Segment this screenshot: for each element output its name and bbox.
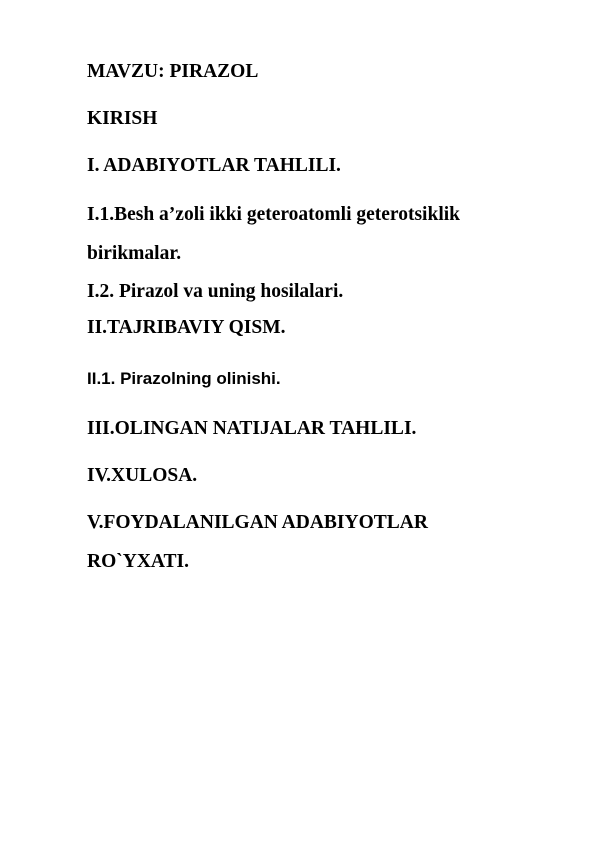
toc-chapter-5-line-1: V.FOYDALANILGAN ADABIYOTLAR (87, 512, 428, 533)
toc-chapter-5-line-2: RO`YXATI. (87, 551, 190, 572)
toc-section-1-1-line-2: birikmalar. (87, 243, 182, 264)
toc-section-1-2: I.2. Pirazol va uning hosilalari. (87, 281, 344, 302)
toc-section-2-1: II.1. Pirazolning olinishi. (87, 369, 281, 388)
toc-intro: KIRISH (87, 108, 158, 129)
toc-section-1-1-line-1: I.1.Besh a’zoli ikki geteroatomli geterotsiklik (87, 204, 461, 225)
toc-chapter-4: IV.XULOSA. (87, 465, 198, 486)
toc-chapter-2: II.TAJRIBAVIY QISM. (87, 317, 286, 338)
topic-title: MAVZU: PIRAZOL (87, 61, 259, 82)
toc-chapter-3: III.OLINGAN NATIJALAR TAHLILI. (87, 418, 417, 439)
toc-chapter-1: I. ADABIYOTLAR TAHLILI. (87, 155, 341, 176)
